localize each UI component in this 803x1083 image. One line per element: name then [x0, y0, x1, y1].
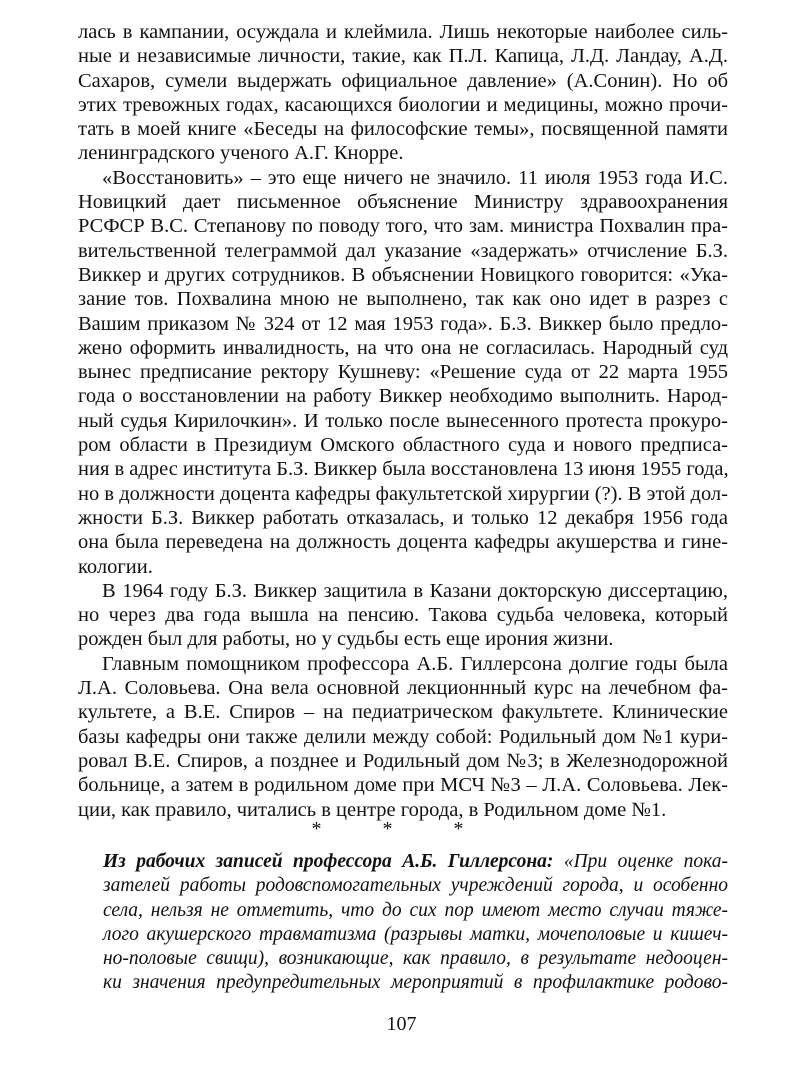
excerpt-line: села, нельзя не отметить, что до сих пор имеют место случаи тяже-	[103, 899, 728, 921]
text-line: ром области в Президиум Омского областного суда и нового предписа-	[78, 434, 728, 457]
text-line: она была переведена на должность доцента кафедры акушерства и гине-	[78, 531, 728, 554]
text-line: Новицкий дает письменное объяснение Министру здравоохранения	[78, 191, 728, 214]
excerpt-line: зателей работы родовспомогательных учреждений города, и особенно	[103, 875, 728, 897]
excerpt-line: но-половые свищи), возникающие, как правило, в результате недооцен-	[103, 948, 728, 970]
text-line: ции, как правило, читались в центре города, в Родильном доме №1.	[78, 798, 667, 821]
text-line: тать в моей книге «Беседы на философские темы», посвященной памяти	[78, 118, 728, 141]
text-line: кологии.	[78, 555, 153, 578]
text-line: больнице, а затем в родильном доме при МСЧ №3 – Л.А. Соловьева. Лек-	[78, 774, 728, 797]
text-line: культете, а В.Е. Спиров – на педиатрическом факультете. Клинические	[78, 701, 728, 724]
paragraph	[78, 579, 728, 652]
text-line: ленинградского ученого А.Г. Кнорре.	[78, 142, 404, 165]
text-line: зание тов. Похвалина мною не выполнено, так как оно идет в разрез с	[78, 288, 728, 311]
text-line: Главным помощником профессора А.Б. Гиллерсона долгие годы была	[102, 652, 728, 675]
text-line: базы кафедры они также делили между собой: Родильный дом №1 кури-	[78, 725, 728, 748]
paragraph	[78, 20, 728, 166]
text-line: Сахаров, сумели выдержать официальное давление» (А.Сонин). Но об	[78, 69, 728, 92]
excerpt-block	[103, 850, 728, 996]
text-line: Виккер и других сотрудников. В объяснении Новицкого говорится: «Ука-	[78, 263, 728, 286]
text-line: ровал В.Е. Спиров, а позднее и Родильный дом №3; в Железнодорожной	[78, 749, 728, 772]
text-line: но через два года вышла на пенсию. Такова судьба человека, который	[78, 604, 728, 627]
text-line: Л.А. Соловьева. Она вела основной лекционнный курс на лечебном фа-	[78, 677, 728, 700]
excerpt-first-line	[103, 850, 728, 874]
text-line: рожден был для работы, но у судьбы есть еще ирония жизни.	[78, 628, 614, 651]
text-line: этих тревожных годах, касающихся биологии и медицины, можно прочи-	[78, 93, 728, 116]
page-number: 107	[386, 1013, 417, 1035]
text-line: В 1964 году Б.З. Виккер защитила в Казани докторскую диссертацию,	[102, 579, 728, 602]
text-line: ные и независимые личности, такие, как П.Л. Капица, Л.Д. Ландау, А.Д.	[78, 45, 728, 68]
excerpt-line: лого акушерского травматизма (разрывы матки, мочеполовые и кишеч-	[103, 923, 728, 945]
text-line: ный судья Кирилочкин». И только после вынесенного протеста прокуро-	[78, 409, 728, 432]
text-line: вительственной телеграммой дал указание «задержать» отчисление Б.З.	[78, 239, 728, 262]
text-line: года о восстановлении на работу Виккер необходимо выполнить. Народ-	[78, 385, 728, 408]
text-line: вынес предписание ректору Кушневу: «Решение суда от 22 марта 1955	[78, 361, 728, 384]
book-page-text	[78, 20, 728, 822]
section-separator: * * *	[311, 818, 492, 840]
excerpt-line: ки значения предупредительных мероприятий в профилактике родово-	[103, 972, 728, 994]
text-line: РСФСР В.С. Степанову по поводу того, что зам. министра Похвалин пра-	[78, 215, 728, 238]
text-line: лась в кампании, осуждала и клеймила. Лишь некоторые наиболее силь-	[78, 21, 728, 43]
paragraph	[78, 166, 728, 579]
text-line: «Восстановить» – это еще ничего не значило. 11 июля 1953 года И.С.	[102, 166, 728, 189]
text-line: Вашим приказом № 324 от 12 мая 1953 года». Б.З. Виккер было предло-	[78, 312, 728, 335]
text-line: но в должности доцента кафедры факультетской хирургии (?). В этой дол-	[78, 482, 728, 505]
paragraph	[78, 652, 728, 822]
text-line: жности Б.З. Виккер работать отказалась, и только 12 декабря 1956 года	[78, 506, 728, 529]
excerpt-lead: Из рабочих записей профессора А.Б. Гиллерсона:	[103, 851, 554, 872]
text-line: ния в адрес института Б.З. Виккер была восстановлена 13 июня 1955 года,	[78, 458, 729, 481]
text-line: жено оформить инвалидность, на что она не согласилась. Народный суд	[78, 336, 728, 359]
excerpt-quote-start: «При оценке пока-	[553, 851, 728, 872]
